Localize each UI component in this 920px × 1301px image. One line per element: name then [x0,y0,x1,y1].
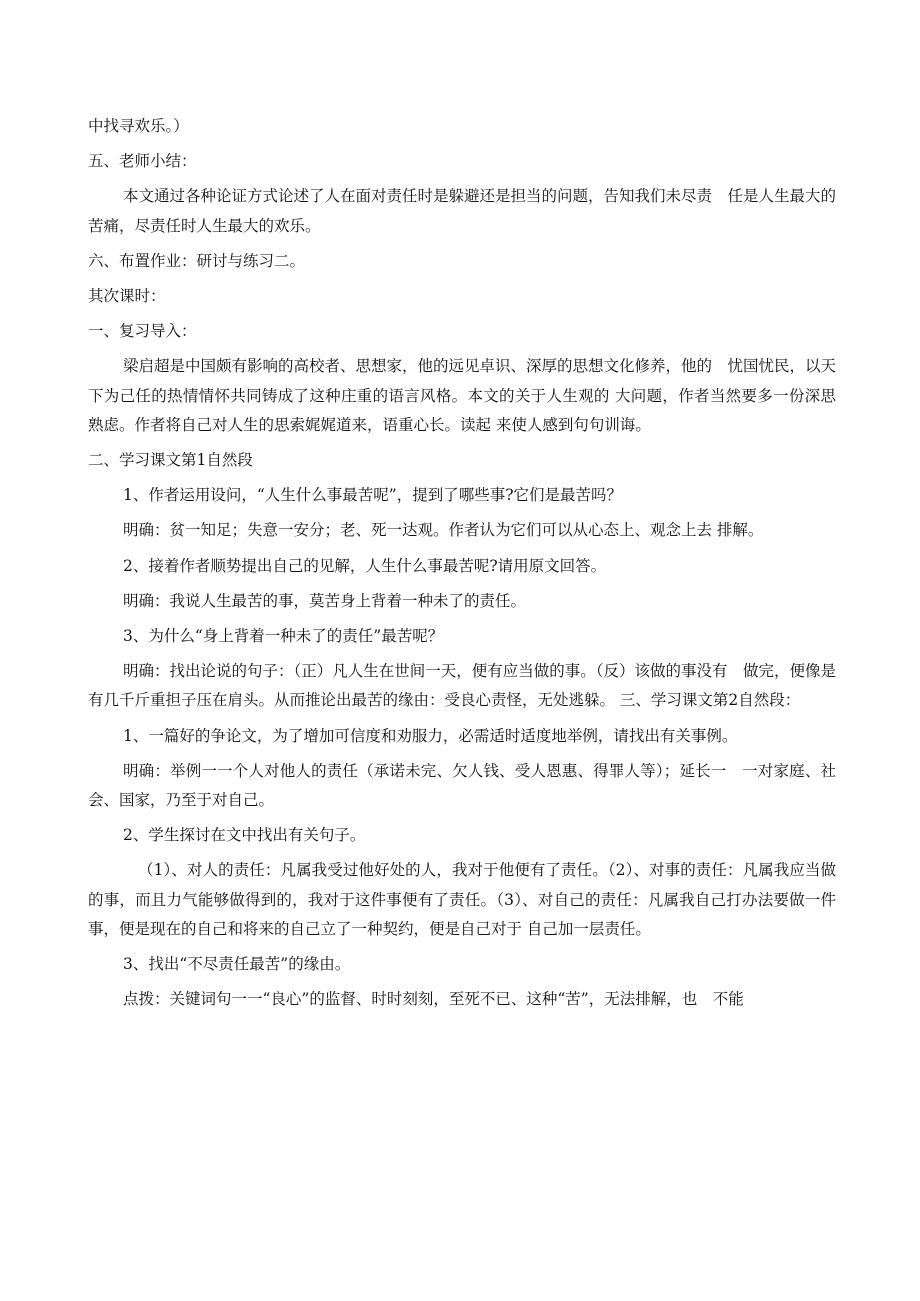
answer-1: 明确：贫一知足；失意一安分；老、死一达观。作者认为它们可以从心态上、观念上去 排解。 [123,521,764,540]
heading-review: 一、复习导入： [88,322,197,341]
question-5: 2、学生探讨在文中找出有关句子。 [123,826,366,845]
heading-homework: 六、布置作业：研讨与练习二。 [88,251,306,270]
question-6: 3、找出“不尽责任最苦”的缘由。 [123,955,351,974]
heading-section-1: 二、学习课文第1自然段 [88,451,253,470]
paragraph-liang-qichao: 梁启超是中国颇有影响的高校者、思想家，他的远见卓识、深厚的思想文化修养，他的 忧国忧民，以天下为己任的热情情怀共同铸成了这种庄重的语言风格。本文的关于人生观的 大问题，作者当然要多一份深思熟虑。作者将自己对人生的思索娓娓道来，语重心长。读起 来使人感到句句训诲。 [88,357,837,434]
heading-second-lesson: 其次课时： [88,287,166,306]
question-2: 2、接着作者顺势提出自己的见解，人生什么事最苦呢?请用原文回答。 [123,556,607,575]
question-1: 1、作者运用设问，“人生什么事最苦呢”，提到了哪些事?它们是最苦吗？ [123,486,623,505]
heading-teacher-summary: 五、老师小结： [88,152,197,171]
paragraph-summary: 本文通过各种论证方式论述了人在面对责任时是躲避还是担当的问题，告知我们未尽责 任是人生最大的苦痛，尽责任时人生最大的欢乐。 [88,187,837,235]
document-body [88,112,836,1014]
paragraph-continuation: 中找寻欢乐。） [88,117,189,135]
question-4: 1、一篇好的争论文，为了增加可信度和劝服力，必需适时适度地举例，请找出有关事例。 [123,726,738,745]
answer-5: （1）、对人的责任：凡属我受过他好处的人，我对于他便有了责任。（2）、对事的责任：凡属我应当做的事，而且力气能够做得到的，我对于这件事便有了责任。（3）、对自己的责任：凡属我自己打办法要做一件事，便是现在的自己和将来的自己立了一种契约，便是自己对于 自己加一层责任。 [88,861,836,938]
answer-3: 明确：找出论说的句子：（正）凡人生在世间一天，便有应当做的事。（反）该做的事没有 做完，便像是有几千斤重担子压在肩头。从而推论出最苦的缘由：受良心责怪，无处逃躲。 三、学习课文第2自然段： [88,662,837,710]
answer-2: 明确：我说人生最苦的事，莫苦身上背着一种未了的责任。 [123,591,527,610]
question-3: 3、为什么“身上背着一种未了的责任”最苦呢？ [123,627,444,646]
answer-4: 明确：举例一一个人对他人的责任（承诺未完、欠人钱、受人恩惠、得罪人等）；延长一 一对家庭、社会、国家，乃至于对自己。 [88,761,836,810]
hint-6: 点拨：关键词句一一“良心”的监督、时时刻刻，至死不已、这种“苦”，无法排解，也 不能 [123,990,744,1009]
